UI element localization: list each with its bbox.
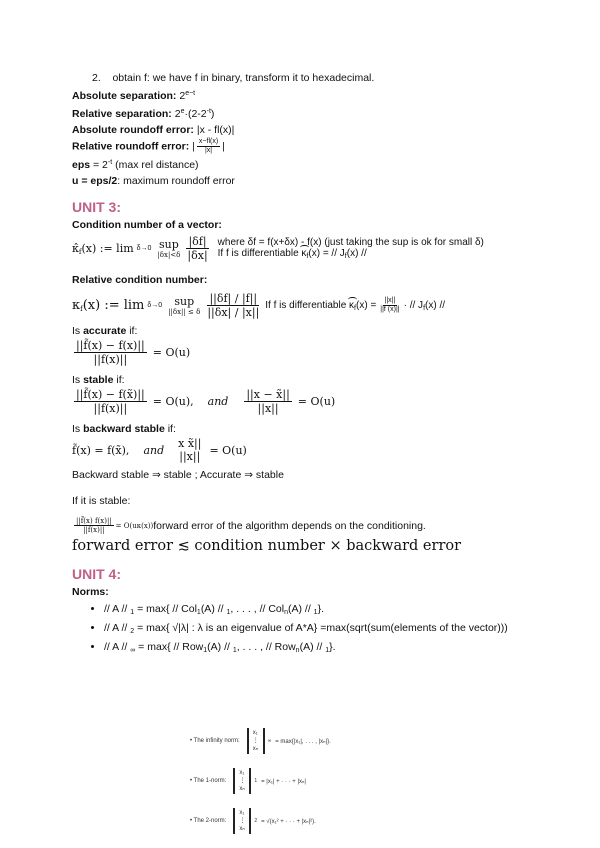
stable-formula: $\frac{||f̃(x) - f(x̃)||}{||f(x)||}$ = O(u), and $\frac{||x - x̃||}{||x||}$ = O(u) xyxy=(76,388,336,415)
absolute-separation: Absolute separation: $2^{e-t}$ xyxy=(72,90,196,102)
norms-heading: Norms: xyxy=(72,586,109,598)
relative-condition-number-formula: $\kappa_f(x)$ := lim δ→0 sup ||δx|| ≤ δ $\frac{||\delta f| / |f||}{||\delta x| / |x||}$ If f is differentiable $\kappa_f(x)$ = $\frac{||x||}{||f (x)||}$ · // $J_f(x)$ // xyxy=(72,292,446,319)
norms-list xyxy=(72,602,542,658)
one-norm-image: • The 1-norm: x₁ ⋮ xₙ 1 = |x₁| + · · · + |xₙ| xyxy=(190,770,306,792)
condition-number-vector-formula: $\kappâ_f(x)$ := lim δ→0 sup |δx|<δ $\frac{|\delta f|}{|\delta x|}$ where δf = f(x+δx) - f(x) (just taking the sup is ok for small δ) If f is differentiable $\kappa_f(x)$ = // $J_f(x)$ // xyxy=(72,235,484,262)
if-stable-heading: If it is stable: xyxy=(72,495,131,507)
error-relationship-formula: forward error ≲ condition number × backward error xyxy=(72,538,462,554)
unit-3-heading: UNIT 3: xyxy=(72,199,121,215)
list-item: • // A // $_2$ = max{ √|λ| : λ is an eigenvalue of A*A} =max(sqrt(sum(elements of the vector))) xyxy=(104,621,542,639)
list-item: • // A // $_\infty$ = max{ // Row$_1$(A) // $_1$, . . . , // Row$_n$(A) // $_1$}. xyxy=(104,640,542,658)
eps-definition: eps = $2^{-t}$ (max rel distance) xyxy=(72,159,199,171)
u-definition: u = eps/2: maximum roundoff error xyxy=(72,175,235,187)
list-item-2: 2. obtain f: we have f in binary, transform it to hexadecimal. xyxy=(92,72,375,84)
stability-implication: Backward stable ⇒ stable ; Accurate ⇒ stable xyxy=(72,469,284,481)
stable-heading: Is stable if: xyxy=(72,374,125,386)
relative-separation: Relative separation: $2^e\cdot(2-2^{-t})$ xyxy=(72,108,215,120)
accurate-formula: $\frac{||f̃(x) - f(x)||}{||f(x)||}$ = O(u) xyxy=(76,339,191,366)
unit-4-heading: UNIT 4: xyxy=(72,566,121,582)
absolute-roundoff-error: Absolute roundoff error: |x - fl(x)| xyxy=(72,124,235,136)
backward-stable-formula: f̃(x) = f(x̃), and x x̃|| ||x|| = O(u) xyxy=(72,437,247,463)
condition-number-vector-heading: Condition number of a vector: xyxy=(72,219,222,231)
backward-stable-heading: Is backward stable if: xyxy=(72,423,176,435)
relative-roundoff-error: Relative roundoff error: | $\frac{x-fl(x)}{|x|}$ | xyxy=(72,138,225,154)
document-page xyxy=(72,70,542,659)
two-norm-image: • The 2-norm: x₁ ⋮ xₙ 2 = √(x₁² + · · · + |xₙ|²). xyxy=(190,810,316,832)
relative-condition-number-heading: Relative condition number: xyxy=(72,274,208,286)
list-item: • // A // $_1$ = max{ // Col$_1$(A) // $_1$, . . . , // Col$_n$(A) // $_1$}. xyxy=(104,602,542,620)
infinity-norm-image: • The infinity norm: x₁ ⋮ xₙ ∞ = max{|x₁|, . . . , |xₙ|}. xyxy=(190,730,331,752)
forward-error-formula: $\frac{||f̃(x) f(x)||}{||f(x)||}$ = O(uκ(x)) forward error of the algorithm depends on the conditioning. xyxy=(76,517,426,534)
accurate-heading: Is accurate if: xyxy=(72,325,138,337)
